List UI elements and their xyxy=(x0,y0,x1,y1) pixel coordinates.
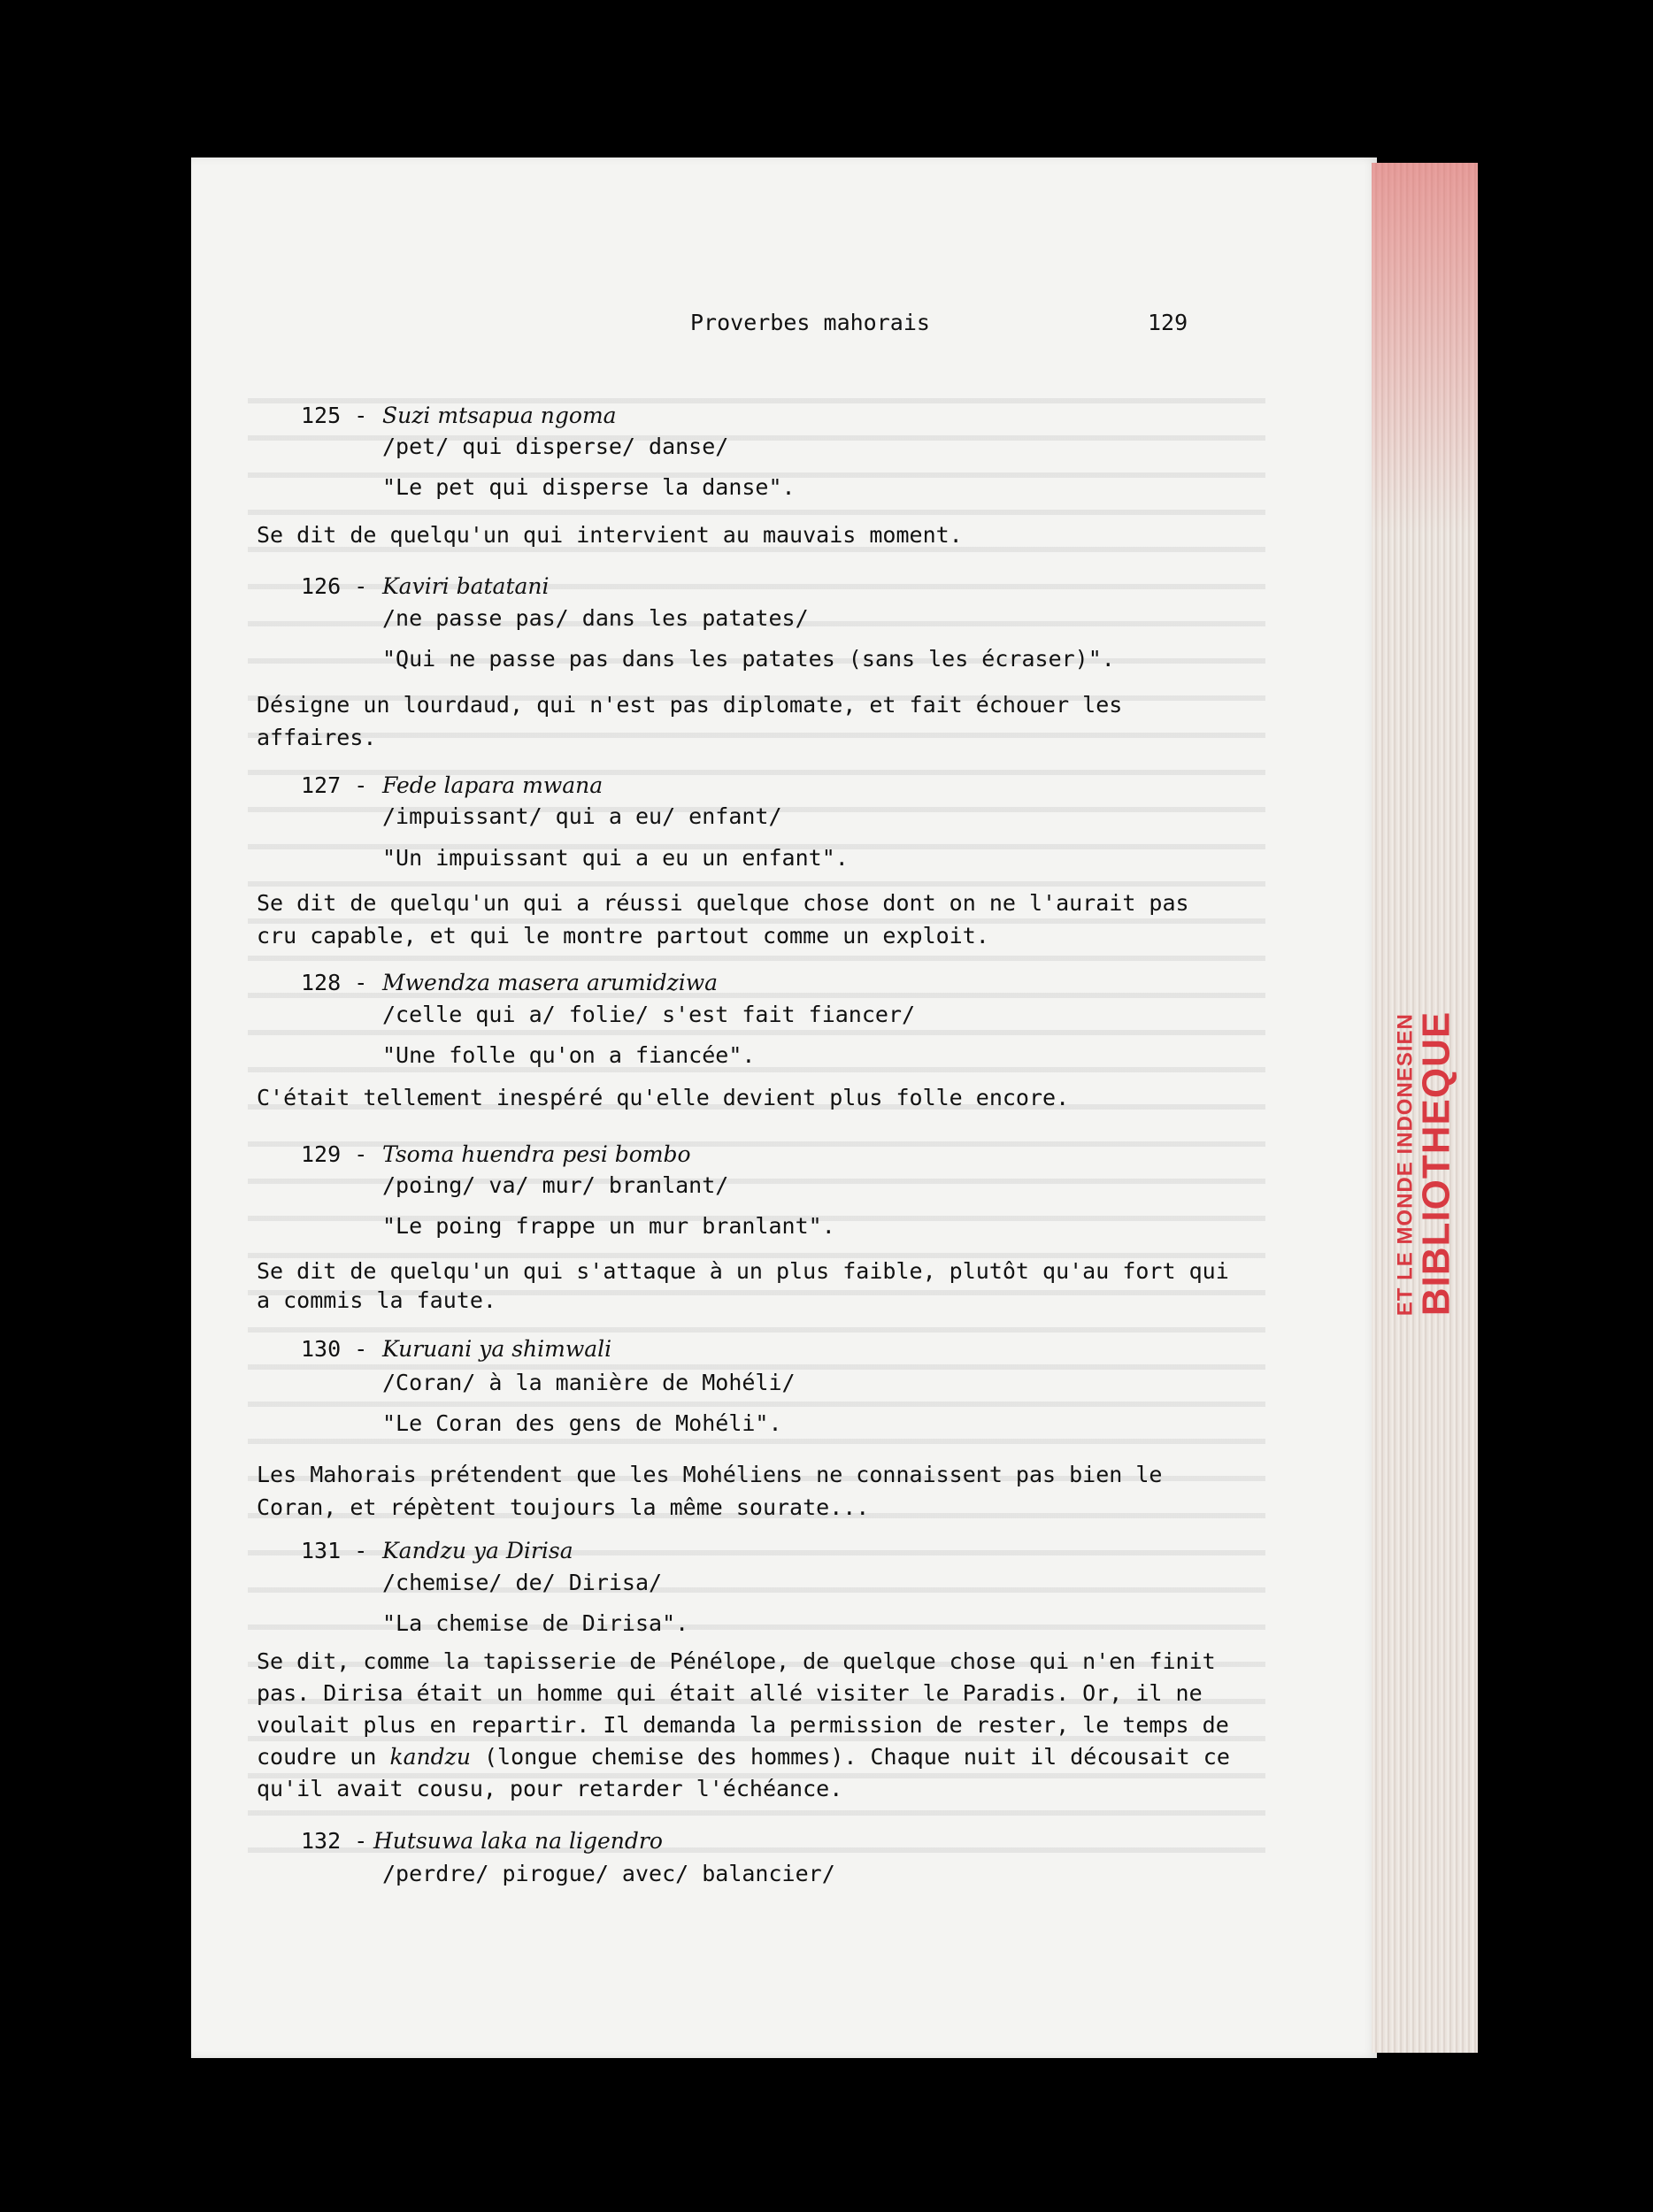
proverb-translation: "Qui ne passe pas dans les patates (sans les écraser)". xyxy=(382,646,1115,672)
proverb-gloss: /pet/ qui disperse/ danse/ xyxy=(382,434,729,459)
proverb-mahorais: Kandzu ya Dirisa xyxy=(382,1538,573,1563)
proverb-comment: Se dit de quelqu'un qui intervient au mauvais moment. xyxy=(257,522,963,548)
proverb-number: 128 - xyxy=(301,970,368,995)
proverb-comment: Se dit de quelqu'un qui s'attaque à un plus faible, plutôt qu'au fort qui a commis la faute. xyxy=(257,1258,1229,1313)
stamp-line-2: BIBLIOTHEQUE xyxy=(1414,1010,1458,1317)
proverb-number: 131 - xyxy=(301,1538,368,1563)
proverb-comment: Désigne un lourdaud, qui n'est pas diplomate, et fait échouer les affaires. xyxy=(257,692,1123,750)
proverb-mahorais: Mwendza masera arumidziwa xyxy=(382,970,719,995)
library-stamp xyxy=(1377,960,1474,1367)
comment-text: (longue chemise des hommes). Chaque nuit il décousait ce qu'il avait cousu, pour retarder l'échéance. xyxy=(257,1744,1230,1801)
proverb-gloss: /celle qui a/ folie/ s'est fait fiancer/ xyxy=(382,1002,916,1027)
proverb-mahorais: Hutsuwa laka na ligendro xyxy=(373,1828,663,1854)
proverb-gloss: /ne passe pas/ dans les patates/ xyxy=(382,605,809,631)
comment-term-kandzu: kandzu xyxy=(389,1744,471,1770)
proverb-gloss: /impuissant/ qui a eu/ enfant/ xyxy=(382,803,782,829)
proverb-mahorais: Tsoma huendra pesi bombo xyxy=(382,1141,691,1167)
proverb-comment: Les Mahorais prétendent que les Mohéliens ne connaissent pas bien le Coran, et répètent toujours la même sourate... xyxy=(257,1462,1163,1520)
proverb-gloss: /poing/ va/ mur/ branlant/ xyxy=(382,1172,729,1198)
proverb-translation: "Un impuissant qui a eu un enfant". xyxy=(382,845,849,871)
proverb-number: 126 - xyxy=(301,573,368,599)
proverb-translation: "Une folle qu'on a fiancée". xyxy=(382,1042,756,1068)
proverb-mahorais: Fede lapara mwana xyxy=(382,772,604,798)
proverb-mahorais: Kaviri batatani xyxy=(382,573,550,599)
proverb-mahorais: Suzi mtsapua ngoma xyxy=(382,403,617,428)
comment-text: Se dit, comme la tapisserie de Pénélope, de quelque chose qui n'en finit pas. Dirisa était un homme qui était allé visiter le Paradis. Or, il ne voulait plus en repartir. Il demanda la permission de rester, le temps de coudre un xyxy=(257,1648,1229,1770)
proverb-translation: "Le poing frappe un mur branlant". xyxy=(382,1213,835,1239)
proverb-number: 132 - xyxy=(301,1828,368,1854)
proverb-comment xyxy=(257,1646,1230,1805)
running-header-title: Proverbes mahorais xyxy=(690,310,930,335)
stamp-line-1: ET LE MONDE INDONESIEN xyxy=(1393,1013,1418,1317)
proverb-translation: "Le Coran des gens de Mohéli". xyxy=(382,1410,782,1436)
proverb-comment: C'était tellement inespéré qu'elle devient plus folle encore. xyxy=(257,1085,1070,1110)
proverb-number: 129 - xyxy=(301,1141,368,1167)
proverb-number: 125 - xyxy=(301,403,368,428)
proverb-number: 127 - xyxy=(301,772,368,798)
proverb-gloss: /perdre/ pirogue/ avec/ balancier/ xyxy=(382,1861,835,1886)
proverb-gloss: /chemise/ de/ Dirisa/ xyxy=(382,1570,663,1595)
proverb-number: 130 - xyxy=(301,1336,368,1362)
proverb-comment: Se dit de quelqu'un qui a réussi quelque chose dont on ne l'aurait pas cru capable, et qui le montre partout comme un exploit. xyxy=(257,890,1189,949)
proverb-translation: "La chemise de Dirisa". xyxy=(382,1610,689,1636)
proverb-mahorais: Kuruani ya shimwali xyxy=(382,1336,612,1362)
proverb-translation: "Le pet qui disperse la danse". xyxy=(382,474,796,500)
page-number: 129 xyxy=(1148,310,1188,335)
proverb-gloss: /Coran/ à la manière de Mohéli/ xyxy=(382,1370,796,1395)
